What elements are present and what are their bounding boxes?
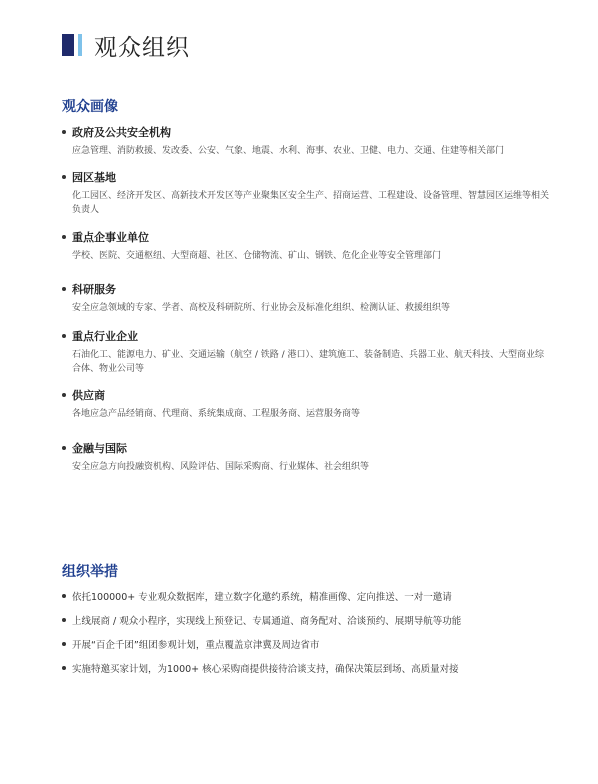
audience-group xyxy=(62,328,552,376)
title-accent-bar-dark xyxy=(62,34,74,56)
audience-group-title: 科研服务 xyxy=(62,281,552,297)
bullet-dot-icon xyxy=(62,130,66,134)
bullet-dot-icon xyxy=(62,642,66,646)
page-title: 观众组织 xyxy=(94,34,190,61)
audience-group xyxy=(62,387,552,421)
audience-group-desc: 应急管理、消防救援、发改委、公安、气象、地震、水利、海事、农业、卫健、电力、交通、住建等相关部门 xyxy=(72,146,505,156)
title-accent-bar-light xyxy=(78,34,82,56)
audience-group xyxy=(62,229,552,263)
measure-item: 上线展商 / 观众小程序，实现线上预登记、专属通道、商务配对、洽谈预约、展期导航等功能 xyxy=(62,613,562,627)
bullet-dot-icon xyxy=(62,393,66,397)
measure-item: 开展“百企千团”组团参观计划，重点覆盖京津冀及周边省市 xyxy=(62,637,562,651)
audience-group-title: 重点行业企业 xyxy=(62,328,552,344)
measures-heading: 组织举措 xyxy=(62,564,118,580)
bullet-dot-icon xyxy=(62,287,66,291)
audience-group-title: 政府及公共安全机构 xyxy=(62,124,552,140)
audience-group xyxy=(62,169,552,217)
audience-group-title: 园区基地 xyxy=(62,169,552,185)
bullet-dot-icon xyxy=(62,446,66,450)
audience-group-desc: 学校、医院、交通枢纽、大型商超、社区、仓储物流、矿山、钢铁、危化企业等安全管理部门 xyxy=(72,251,442,261)
bullet-dot-icon xyxy=(62,666,66,670)
audience-group-desc: 化工园区、经济开发区、高新技术开发区等产业聚集区安全生产、招商运营、工程建设、设备管理、智慧园区运维等相关负责人 xyxy=(72,191,550,215)
audience-group-desc: 安全应急领域的专家、学者、高校及科研院所、行业协会及标准化组织、检测认证、救援组织等 xyxy=(72,303,451,313)
measure-item: 实施特邀买家计划，为1000+ 核心采购商提供接待洽谈支持，确保决策层到场、高质量对接 xyxy=(62,661,562,675)
audience-group-title: 金融与国际 xyxy=(62,440,552,456)
measure-item: 依托100000+ 专业观众数据库，建立数字化邀约系统，精准画像、定向推送、一对一邀请 xyxy=(62,589,562,603)
bullet-dot-icon xyxy=(62,334,66,338)
audience-group-title: 供应商 xyxy=(62,387,552,403)
audience-group xyxy=(62,440,552,474)
audience-group-desc: 石油化工、能源电力、矿业、交通运输（航空 / 铁路 / 港口）、建筑施工、装备制造、兵器工业、航天科技、大型商业综合体、物业公司等 xyxy=(72,350,545,374)
bullet-dot-icon xyxy=(62,175,66,179)
audience-group-title: 重点企事业单位 xyxy=(62,229,552,245)
bullet-dot-icon xyxy=(62,235,66,239)
audience-group xyxy=(62,124,552,158)
bullet-dot-icon xyxy=(62,618,66,622)
page-title-block xyxy=(62,30,190,60)
audience-group-desc: 安全应急方向投融资机构、风险评估、国际采购商、行业媒体、社会组织等 xyxy=(72,462,370,472)
bullet-dot-icon xyxy=(62,594,66,598)
audience-group-desc: 各地应急产品经销商、代理商、系统集成商、工程服务商、运营服务商等 xyxy=(72,409,361,419)
audience-group xyxy=(62,281,552,315)
audience-heading: 观众画像 xyxy=(62,99,118,115)
